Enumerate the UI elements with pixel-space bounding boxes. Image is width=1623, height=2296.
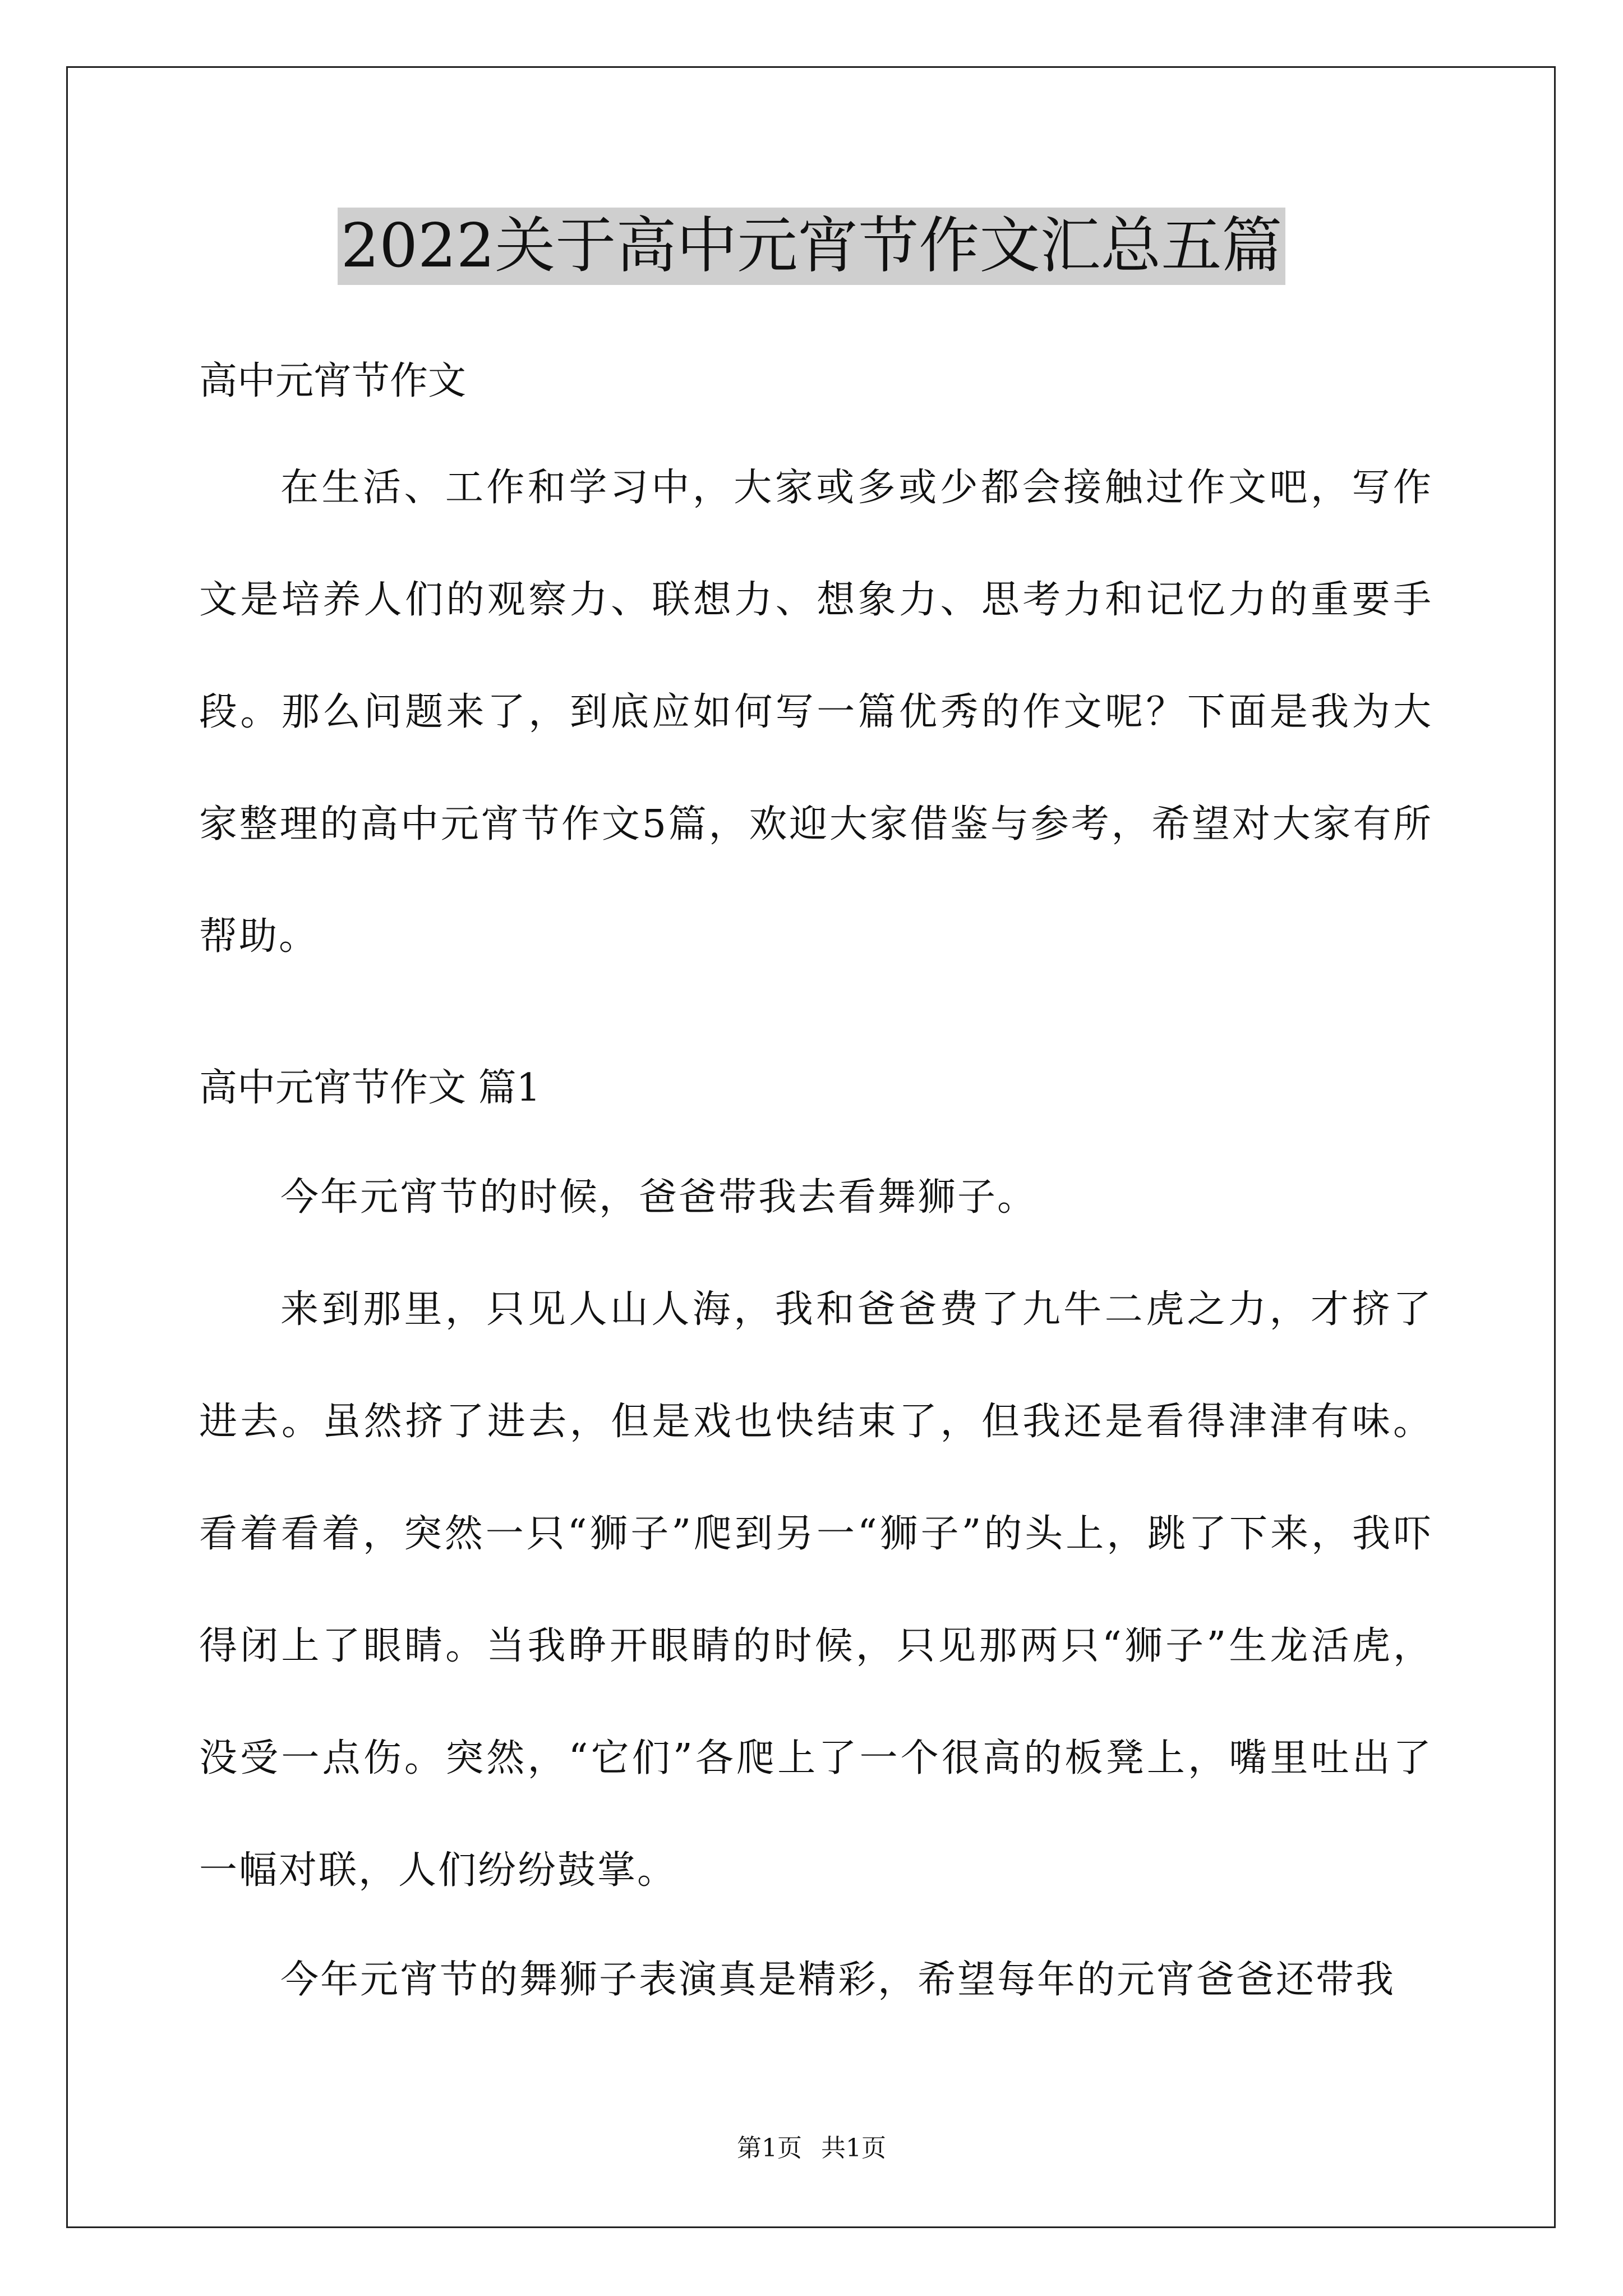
- section-heading: 高中元宵节作文: [199, 359, 467, 403]
- page-footer: [0, 2132, 1623, 2165]
- document-title: 2022关于高中元宵节作文汇总五篇: [338, 208, 1286, 285]
- essay1-paragraph-3: 今年元宵节的舞狮子表演真是精彩，希望每年的元宵爸爸还带我: [280, 1958, 1396, 2002]
- intro-paragraph: 在生活、工作和学习中，大家或多或少都会接触过作文吧，写作文是培养人们的观察力、联想力、想象力、思考力和记忆力的重要手段。那么问题来了，到底应如何写一篇优秀的作文呢？下面是我为大家整理的高中元宵节作文5篇，欢迎大家借鉴与参考，希望对大家有所帮助。: [199, 466, 1433, 959]
- page-number: 第1页: [737, 2134, 802, 2162]
- essay1-paragraph-2: 来到那里，只见人山人海，我和爸爸费了九牛二虎之力，才挤了进去。虽然挤了进去，但是戏也快结束了，但我还是看得津津有味。看着看着，突然一只“狮子”爬到另一“狮子”的头上，跳了下来，我吓得闭上了眼睛。当我睁开眼睛的时候，只见那两只“狮子”生龙活虎，没受一点伤。突然，“它们”各爬上了一个很高的板凳上，嘴里吐出了一幅对联，人们纷纷鼓掌。: [199, 1287, 1433, 1893]
- title-container: [0, 208, 1623, 285]
- essay1-heading: 高中元宵节作文 篇1: [199, 1066, 541, 1110]
- page-total: 共1页: [821, 2134, 886, 2162]
- essay1-paragraph-1: 今年元宵节的时候，爸爸带我去看舞狮子。: [280, 1175, 1038, 1220]
